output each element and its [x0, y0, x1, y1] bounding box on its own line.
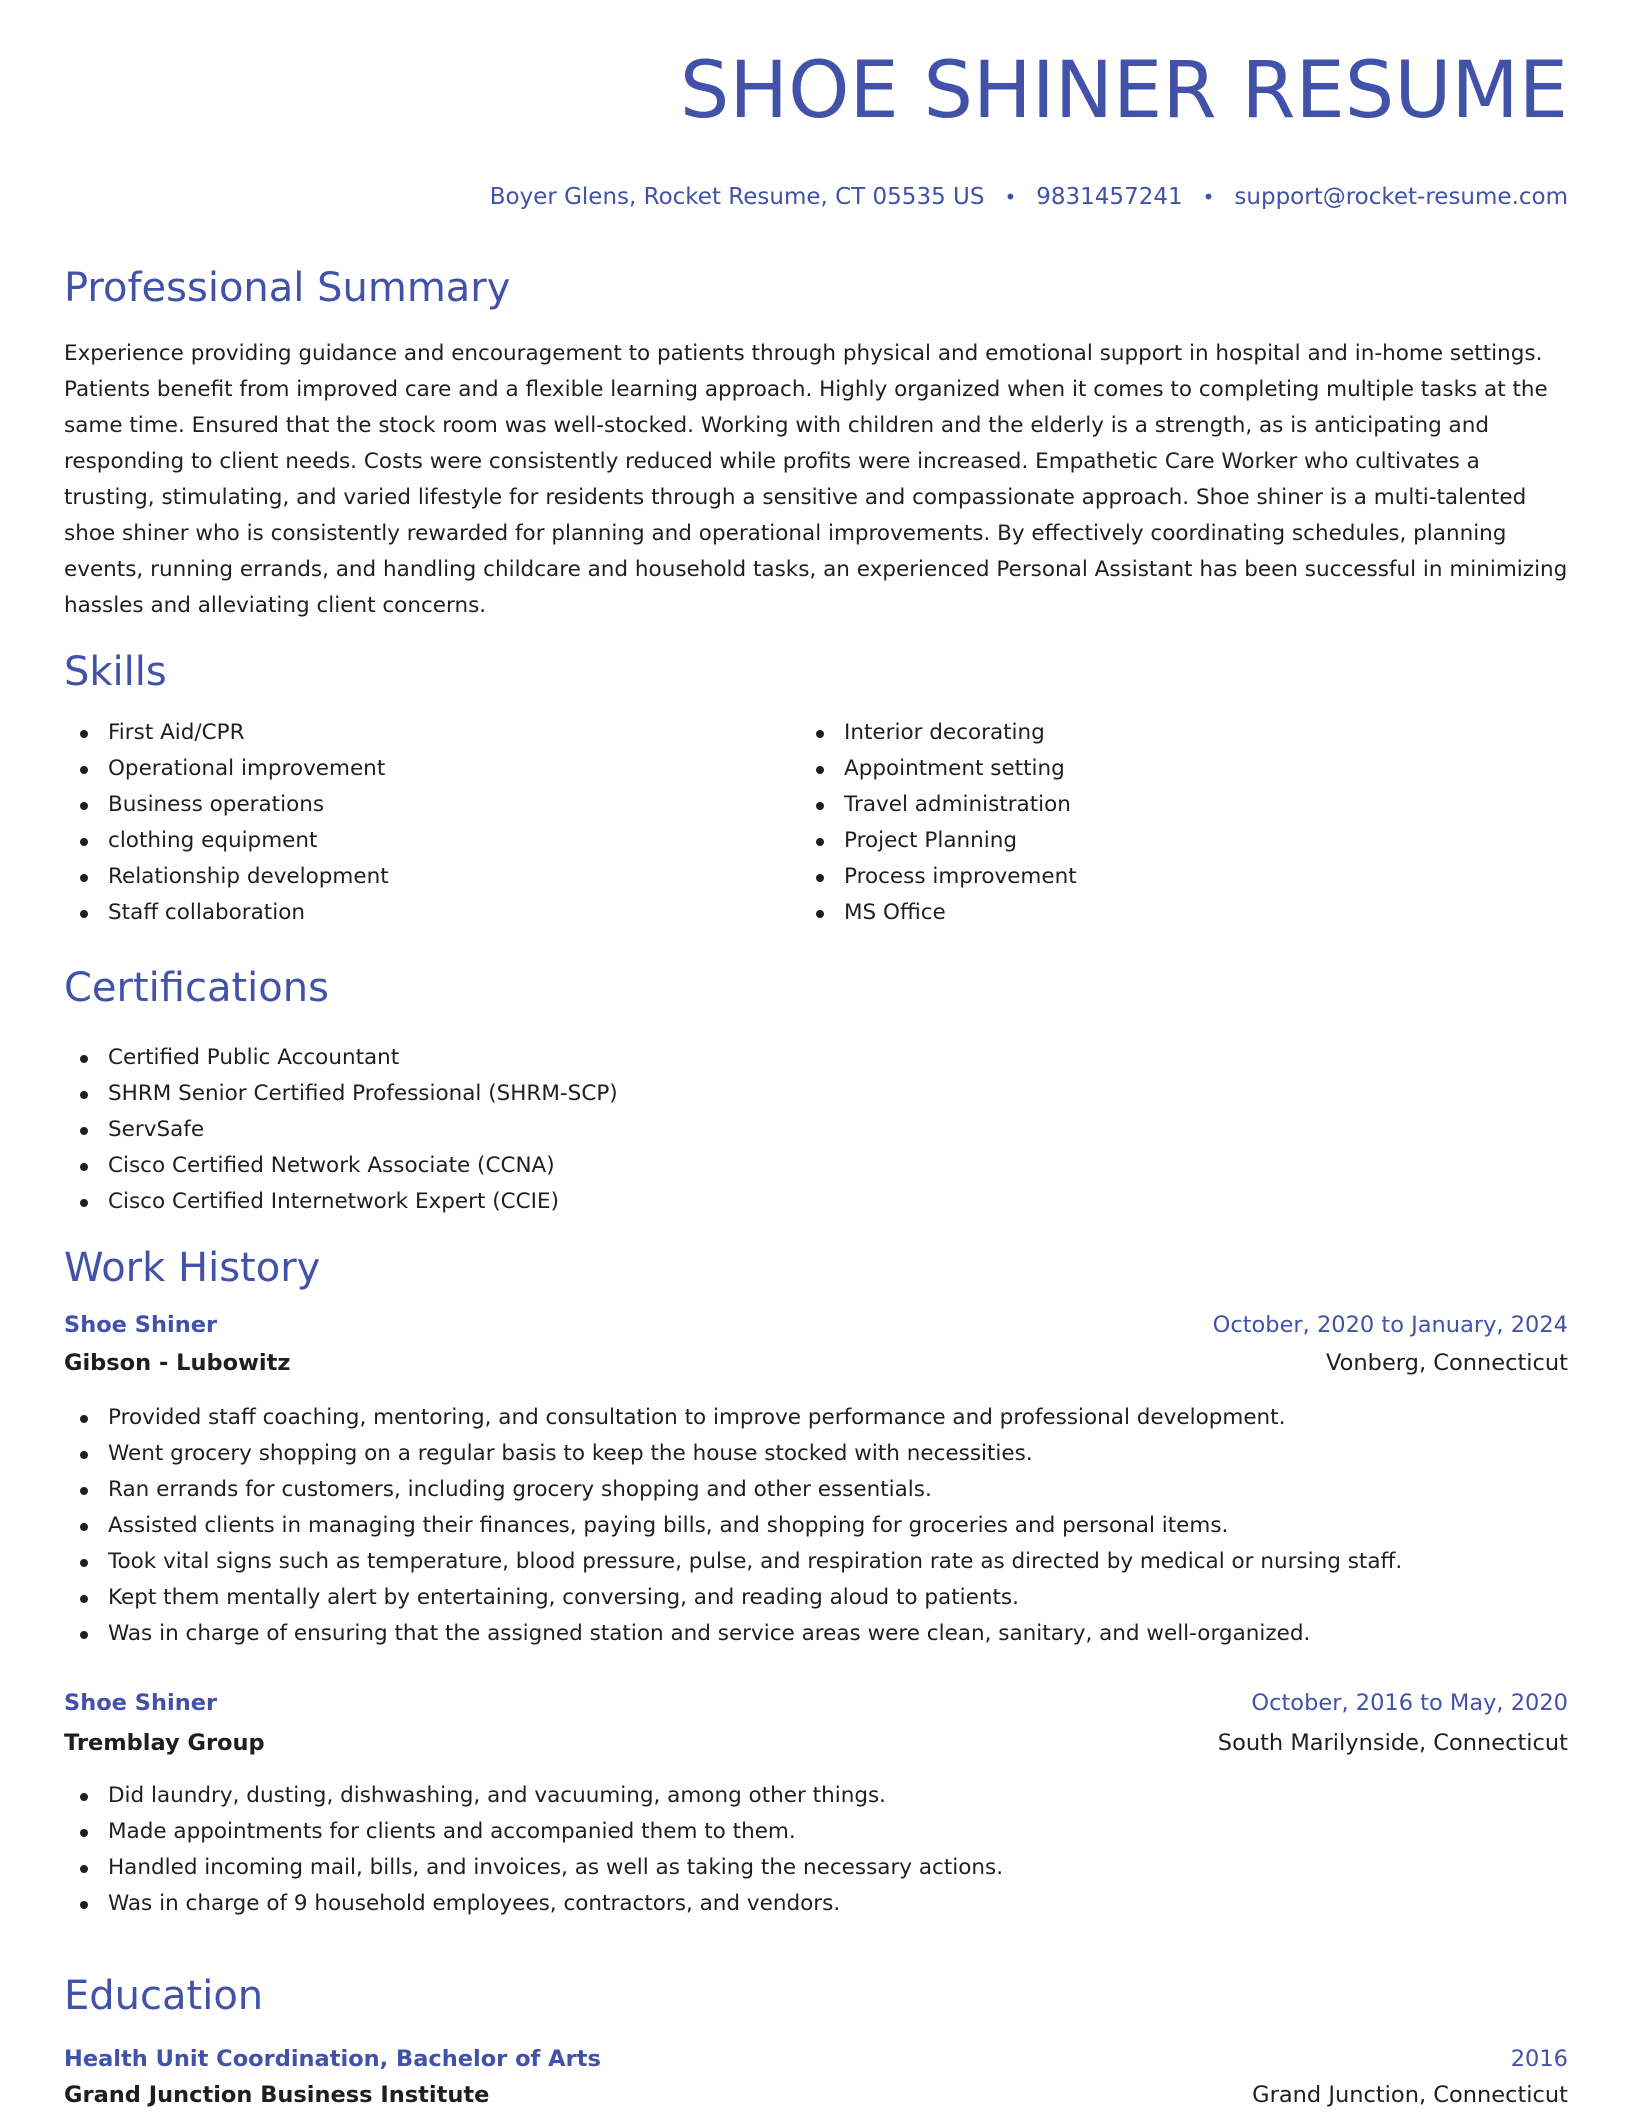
education-location: Grand Junction, Connecticut — [1252, 2082, 1568, 2108]
job-dates: October, 2020 to January, 2024 — [1212, 1312, 1568, 1338]
skill-item: Travel administration — [800, 787, 1077, 823]
resume-page — [64, 0, 1568, 2112]
job-bullet: Went grocery shopping on a regular basis to keep the house stocked with necessities. — [64, 1436, 1402, 1472]
job-bullets — [64, 1778, 1003, 1922]
skill-item: Business operations — [64, 787, 389, 823]
certification-item: SHRM Senior Certified Professional (SHRM-SCP) — [64, 1076, 618, 1112]
job-bullet: Kept them mentally alert by entertaining, conversing, and reading aloud to patients. — [64, 1580, 1402, 1616]
skill-item: Operational improvement — [64, 751, 389, 787]
contact-separator: • — [1004, 185, 1017, 209]
certification-item: Cisco Certified Internetwork Expert (CCIE) — [64, 1184, 618, 1220]
job-title: Shoe Shiner — [64, 1312, 218, 1338]
job-bullet: Provided staff coaching, mentoring, and consultation to improve performance and professional development. — [64, 1400, 1402, 1436]
job-bullet: Ran errands for customers, including grocery shopping and other essentials. — [64, 1472, 1402, 1508]
skill-item: clothing equipment — [64, 823, 389, 859]
certification-item: ServSafe — [64, 1112, 618, 1148]
job-bullet: Did laundry, dusting, dishwashing, and vacuuming, among other things. — [64, 1778, 1003, 1814]
skill-item: Interior decorating — [800, 715, 1077, 751]
skill-item: Relationship development — [64, 859, 389, 895]
contact-separator: • — [1202, 185, 1215, 209]
skill-item: Process improvement — [800, 859, 1077, 895]
certifications-heading: Certifications — [64, 965, 329, 1011]
job-bullet: Took vital signs such as temperature, blood pressure, pulse, and respiration rate as directed by medical or nursing staff. — [64, 1544, 1402, 1580]
education-heading: Education — [64, 1973, 264, 2019]
job-bullet: Was in charge of ensuring that the assigned station and service areas were clean, sanitary, and well-organized. — [64, 1616, 1402, 1652]
job-dates: October, 2016 to May, 2020 — [1251, 1690, 1568, 1716]
job-bullet: Was in charge of 9 household employees, contractors, and vendors. — [64, 1886, 1003, 1922]
education-school: Grand Junction Business Institute — [64, 2082, 490, 2108]
job-company: Gibson - Lubowitz — [64, 1350, 291, 1376]
work-history-heading: Work History — [64, 1245, 321, 1291]
job-company: Tremblay Group — [64, 1730, 265, 1756]
contact-address: Boyer Glens, Rocket Resume, CT 05535 US — [489, 184, 985, 210]
contact-email: support@rocket-resume.com — [1234, 184, 1568, 210]
skill-item: Project Planning — [800, 823, 1077, 859]
certification-item: Cisco Certified Network Associate (CCNA) — [64, 1148, 618, 1184]
job-location: Vonberg, Connecticut — [1326, 1350, 1568, 1376]
summary-text: Experience providing guidance and encouragement to patients through physical and emotional support in hospital and in-home settings. Patients benefit from improved care and a flexible learning approach. Highly organized when it comes to completing multiple tasks at the same time. Ensured that the stock room was well-stocked. Working with children and the elderly is a strength, as is anticipating and responding to client needs. Costs were consistently reduced while profits were increased. Empathetic Care Worker who cultivates a trusting, stimulating, and varied lifestyle for residents through a sensitive and compassionate approach. Shoe shiner is a multi-talented shoe shiner who is consistently rewarded for planning and operational improvements. By effectively coordinating schedules, planning events, running errands, and handling childcare and household tasks, an experienced Personal Assistant has been successful in minimizing hassles and alleviating client concerns. — [64, 341, 1568, 618]
education-degree: Health Unit Coordination, Bachelor of Arts — [64, 2046, 601, 2072]
job-location: South Marilynside, Connecticut — [1217, 1730, 1568, 1756]
education-year: 2016 — [1510, 2046, 1568, 2072]
job-bullet: Assisted clients in managing their finances, paying bills, and shopping for groceries and personal items. — [64, 1508, 1402, 1544]
skills-heading: Skills — [64, 649, 167, 695]
skill-item: Staff collaboration — [64, 895, 389, 931]
certifications-list — [64, 1040, 618, 1220]
skill-item: First Aid/CPR — [64, 715, 389, 751]
resume-title: SHOE SHINER RESUME — [679, 46, 1568, 136]
contact-line — [490, 184, 1568, 210]
job-bullet: Handled incoming mail, bills, and invoices, as well as taking the necessary actions. — [64, 1850, 1003, 1886]
job-title: Shoe Shiner — [64, 1690, 218, 1716]
certification-item: Certified Public Accountant — [64, 1040, 618, 1076]
skills-list-right — [800, 715, 1077, 931]
summary-heading: Professional Summary — [64, 265, 511, 311]
skill-item: MS Office — [800, 895, 1077, 931]
contact-phone: 9831457241 — [1036, 184, 1183, 210]
skills-list-left — [64, 715, 389, 931]
job-bullets — [64, 1400, 1402, 1652]
skill-item: Appointment setting — [800, 751, 1077, 787]
job-bullet: Made appointments for clients and accompanied them to them. — [64, 1814, 1003, 1850]
